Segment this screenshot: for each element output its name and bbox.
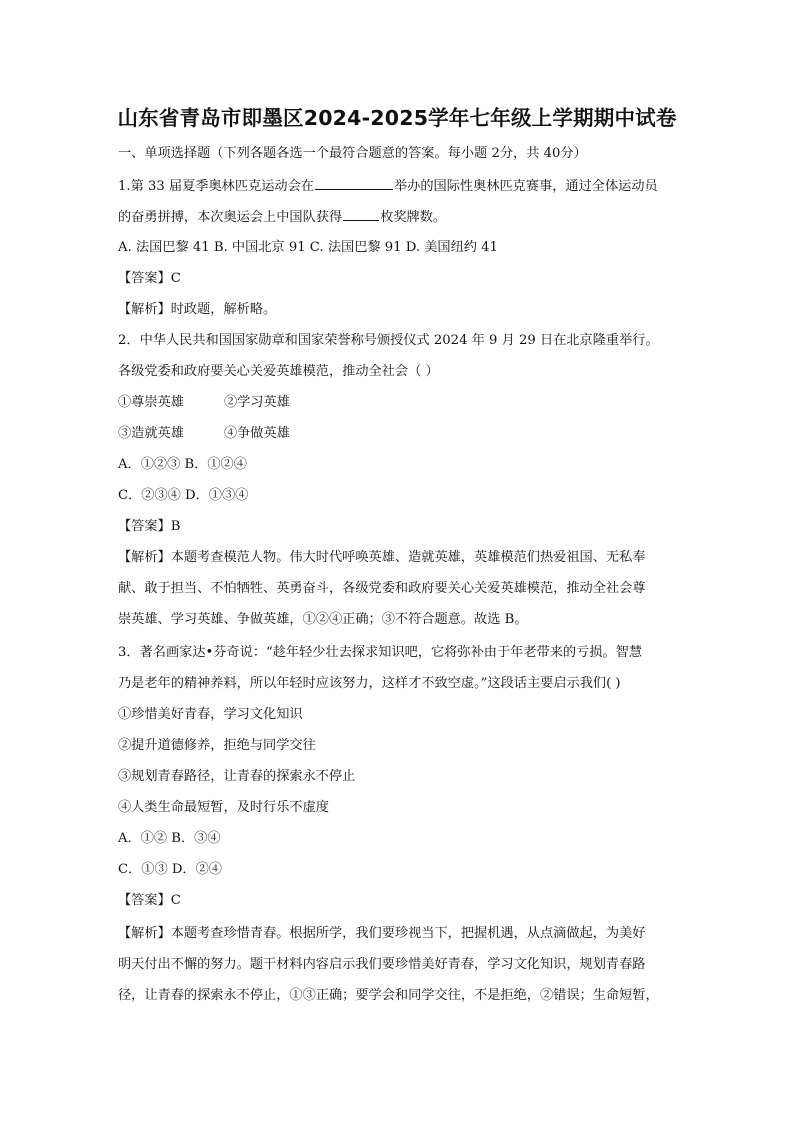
q1-stem-line2 [118, 207, 446, 228]
q3-item-4: ④人类生命最短暂，及时行乐不虚度 [118, 800, 329, 815]
document-title: 山东省青岛市即墨区2024-2025学年七年级上学期期中试卷 [117, 106, 677, 130]
q3-answer: 【答案】C [118, 893, 181, 908]
q1-answer: 【答案】C [118, 271, 181, 286]
q1-stem-line1 [118, 176, 658, 197]
q2-item-2: ②学习英雄 [223, 395, 290, 410]
q2-answer: 【答案】B [118, 519, 181, 534]
q2-items-row1 [118, 393, 290, 413]
q1-stem-part1: 1.第 33 届夏季奥林匹克运动会在 [118, 179, 314, 194]
q3-analysis-line3: 径，让青春的探索永不停止，①③正确；要学会和同学交往，不是拒绝，②错误；生命短暂， [118, 988, 659, 1003]
q3-stem-line1: 3．著名画家达•芬奇说：“趁年轻少壮去探求知识吧，它将弥补由于年老带来的亏损。智慧 [118, 645, 643, 660]
q2-options-row2: C．②③④ D．①③④ [118, 488, 249, 503]
q3-options-row1: A．①② B．③④ [118, 831, 221, 846]
q1-stem-part3: 的奋勇拼搏，本次奥运会上中国队获得 [118, 210, 343, 225]
q2-item-3: ③造就英雄 [118, 426, 184, 441]
q2-analysis-line2: 献、敢于担当、不怕牺牲、英勇奋斗，各级党委和政府要关心关爱英雄模范，推动全社会尊 [118, 581, 646, 596]
q3-item-3: ③规划青春路径，让青春的探索永不停止 [118, 769, 356, 784]
q2-items-row2 [118, 424, 290, 444]
q2-options-row1: A．①②③ B．①②④ [118, 457, 247, 472]
q2-analysis-line3: 崇英雄、学习英雄、争做英雄，①②④正确；③不符合题意。故选 B。 [118, 612, 528, 627]
q2-stem-line1: 2．中华人民共和国国家勋章和国家荣誉称号颁授仪式 2024 年 9 月 29 日在北京隆重举行。 [118, 333, 659, 348]
q3-options-row2: C．①③ D．②④ [118, 862, 222, 877]
q1-blank-1 [315, 176, 393, 190]
q2-item-1: ①尊崇英雄 [118, 395, 184, 410]
q3-analysis-line2: 明天付出不懈的努力。题干材料内容启示我们要珍惜美好青春，学习文化知识，规划青春路 [118, 957, 646, 972]
q1-options: A. 法国巴黎 41 B. 中国北京 91 C. 法国巴黎 91 D. 美国纽约 41 [118, 240, 498, 255]
q2-analysis-line1: 【解析】本题考查模范人物。伟大时代呼唤英雄、造就英雄，英雄模范们热爱祖国、无私奉 [118, 550, 646, 565]
q3-stem-line2: 乃是老年的精神养料，所以年轻时应该努力，这样才不致空虚。”这段话主要启示我们( ) [118, 676, 621, 691]
q1-analysis: 【解析】时政题，解析略。 [118, 302, 277, 317]
section-header: 一、单项选择题（下列各题各选一个最符合题意的答案。每小题 2分，共 40分） [118, 146, 587, 161]
q3-analysis-line1: 【解析】本题考查珍惜青春。根据所学，我们要珍视当下，把握机遇，从点滴做起，为美好 [118, 926, 646, 941]
q3-item-1: ①珍惜美好青春，学习文化知识 [118, 707, 303, 722]
q2-item-4: ④争做英雄 [223, 426, 290, 441]
q1-stem-part2: 举办的国际性奥林匹克赛事，通过全体运动员 [394, 179, 658, 194]
q1-stem-part4: 枚奖牌数。 [380, 210, 447, 225]
q2-stem-line2: 各级党委和政府要关心关爱英雄模范，推动全社会（ ） [118, 364, 439, 379]
q3-item-2: ②提升道德修养，拒绝与同学交往 [118, 738, 316, 753]
q1-blank-2 [343, 207, 379, 221]
